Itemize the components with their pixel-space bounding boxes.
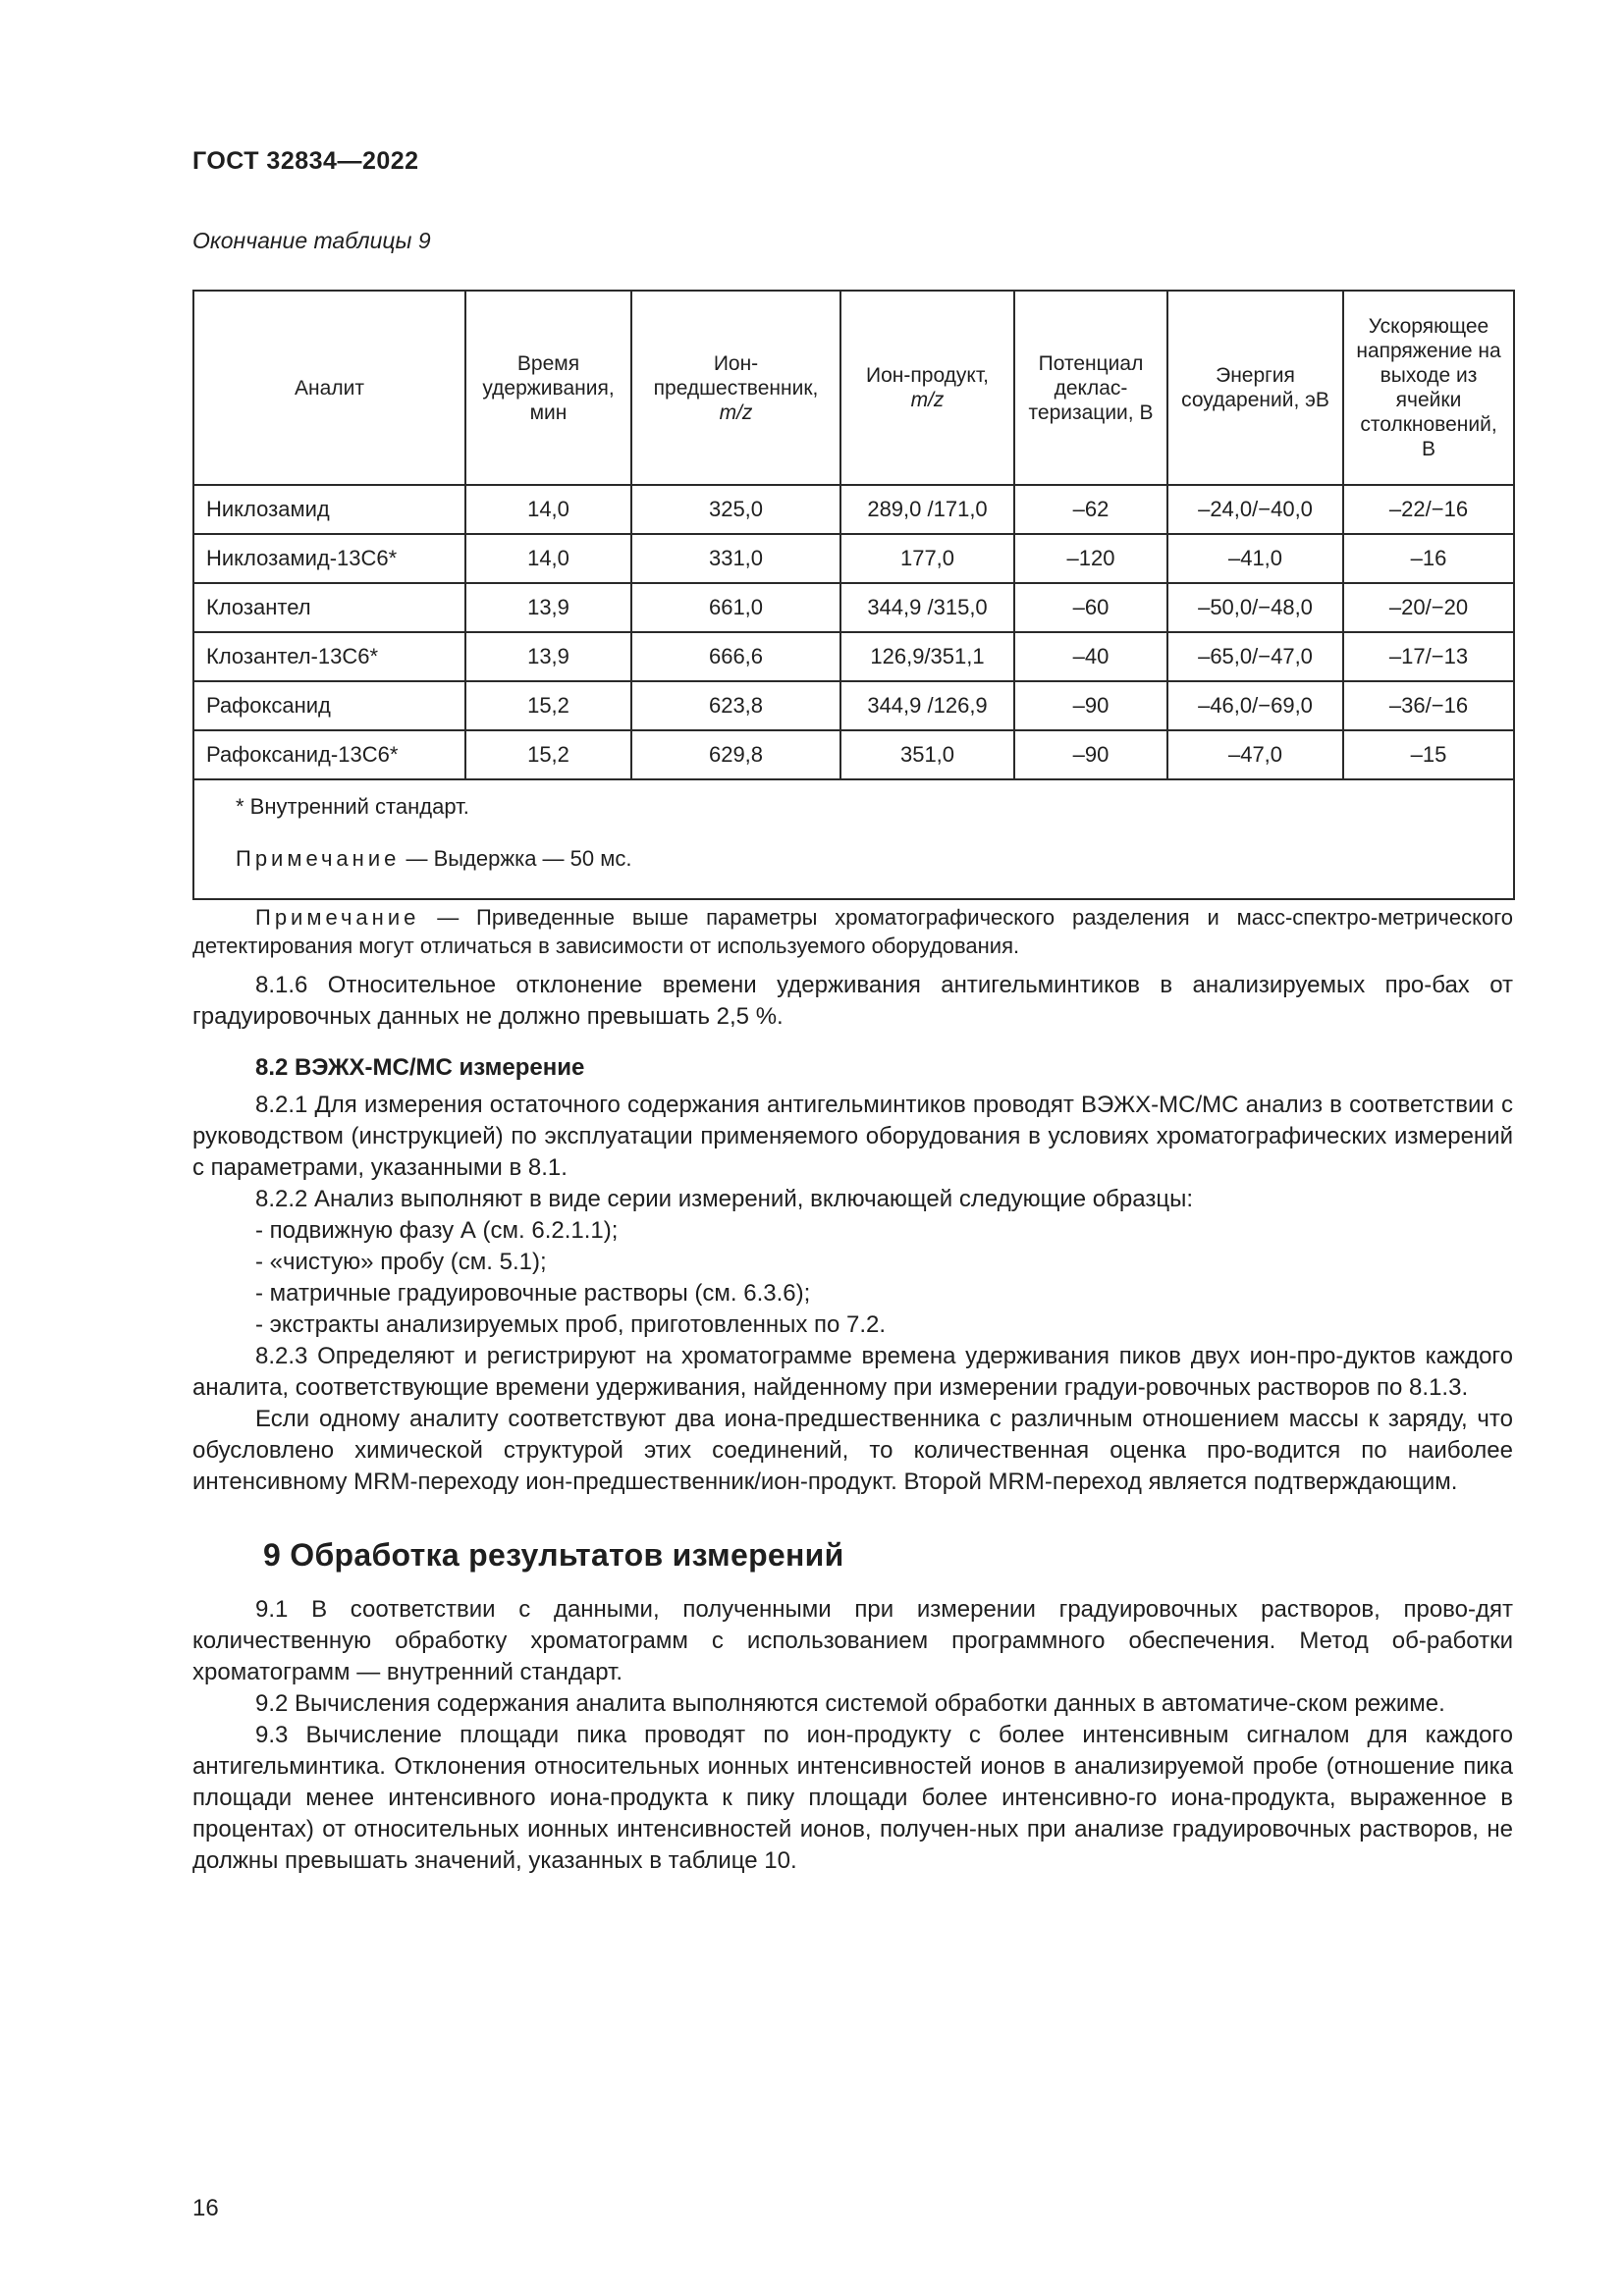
- table-footnote-cell: [193, 779, 1514, 899]
- table-cell: 15,2: [465, 681, 631, 730]
- table-cell: –65,0/−47,0: [1167, 632, 1343, 681]
- table-cell: –41,0: [1167, 534, 1343, 583]
- document-body: [192, 903, 1513, 1877]
- heading-8-2: 8.2 ВЭЖХ-МС/МС измерение: [255, 1054, 585, 1081]
- table-cell: –90: [1014, 681, 1167, 730]
- paragraph-8-2-2: 8.2.2 Анализ выполняют в виде серии измерений, включающей следующие образцы:: [255, 1186, 1193, 1212]
- table-cell: 14,0: [465, 485, 631, 534]
- table-row: [193, 681, 1514, 730]
- paragraph-9-3: 9.3 Вычисление площади пика проводят по ион-продукту с более интенсивным сигналом для каждого антигельминтика. Отклонения относительных ионных интенсивностей ионов в анализируемой пробе (отношение пика площади менее интенсивного иона-продукта к пику площади более интенсивно-го иона-продукта, выраженное в процентах) от относительных ионных интенсивностей ионов, получен-ных при анализе градуировочных растворов, не должны превышать значений, указанных в таблице 10.: [192, 1722, 1513, 1874]
- table-cell: 126,9/351,1: [840, 632, 1014, 681]
- table-row: [193, 583, 1514, 632]
- table-cell: –20/−20: [1343, 583, 1514, 632]
- list-item: - экстракты анализируемых проб, приготовленных по 7.2.: [255, 1311, 887, 1338]
- table-header-row: [193, 291, 1514, 485]
- table-cell: 13,9: [465, 632, 631, 681]
- table-cell: 177,0: [840, 534, 1014, 583]
- column-header: [1343, 291, 1514, 485]
- table-cell: –60: [1014, 583, 1167, 632]
- table-cell: –16: [1343, 534, 1514, 583]
- analyte-name-cell: Никлозамид-13С6*: [193, 534, 465, 583]
- table-cell: 15,2: [465, 730, 631, 779]
- column-header-text: Ион-продукт,: [866, 364, 989, 387]
- table-cell: –120: [1014, 534, 1167, 583]
- table-cell: –15: [1343, 730, 1514, 779]
- list-item: - матричные градуировочные растворы (см. 6.3.6);: [255, 1280, 811, 1307]
- table-cell: 331,0: [631, 534, 840, 583]
- column-header-text: Аналит: [295, 376, 364, 400]
- column-header-text: m/z: [719, 400, 753, 424]
- paragraph-9-1: 9.1 В соответствии с данными, полученными при измерении градуировочных растворов, прово-дят количественную обработку хроматограмм с использованием программного обеспечения. Метод об-работки хроматограмм — внутренний стандарт.: [192, 1596, 1513, 1685]
- table-note-label: Примечание: [236, 846, 401, 871]
- table-cell: –50,0/−48,0: [1167, 583, 1343, 632]
- general-note: [192, 903, 1513, 960]
- analyte-name-cell: Рафоксанид-13С6*: [193, 730, 465, 779]
- table-cell: –47,0: [1167, 730, 1343, 779]
- table-footer-row: [193, 779, 1514, 899]
- column-header: [1014, 291, 1167, 485]
- column-header-text: Ускоряющее напряжение на выходе из ячейки столкновений, В: [1356, 315, 1501, 460]
- column-header-text: Ион-предшественник,: [653, 351, 819, 400]
- table-cell: 351,0: [840, 730, 1014, 779]
- table-cell: 13,9: [465, 583, 631, 632]
- table-row: [193, 534, 1514, 583]
- table-cell: –17/−13: [1343, 632, 1514, 681]
- paragraph-8-2-1: 8.2.1 Для измерения остаточного содержания антигельминтиков проводят ВЭЖХ-МС/МС анализ в соответствии с руководством (инструкцией) по эксплуатации применяемого оборудования в условиях хроматографических измерений с параметрами, указанными в 8.1.: [192, 1092, 1513, 1181]
- table-cell: 289,0 /171,0: [840, 485, 1014, 534]
- document-code: ГОСТ 32834—2022: [192, 147, 419, 175]
- paragraph-9-2: 9.2 Вычисления содержания аналита выполняются системой обработки данных в автоматиче-ском режиме.: [255, 1690, 1445, 1717]
- column-header: [1167, 291, 1343, 485]
- general-note-label: Примечание: [255, 905, 420, 930]
- column-header: [631, 291, 840, 485]
- table-note: [236, 846, 1513, 872]
- general-note-text: — Приведенные выше параметры хроматографического разделения и масс-спектро-метрического детектирования могут отличаться в зависимости от используемого оборудования.: [192, 905, 1513, 958]
- table-note-text: — Выдержка — 50 мс.: [400, 846, 632, 871]
- analyte-name-cell: Рафоксанид: [193, 681, 465, 730]
- table-cell: 661,0: [631, 583, 840, 632]
- page-number: 16: [192, 2195, 219, 2221]
- paragraph-8-1-6: 8.1.6 Относительное отклонение времени удерживания антигельминтиков в анализируемых про-бах от градуировочных данных не должно превышать 2,5 %.: [192, 972, 1513, 1030]
- table-body: [193, 485, 1514, 779]
- list-item: - подвижную фазу А (см. 6.2.1.1);: [255, 1217, 619, 1244]
- table-cell: 666,6: [631, 632, 840, 681]
- table-cell: –90: [1014, 730, 1167, 779]
- column-header: [840, 291, 1014, 485]
- table-cell: 325,0: [631, 485, 840, 534]
- table-cell: –62: [1014, 485, 1167, 534]
- table-cell: 14,0: [465, 534, 631, 583]
- table-cell: –22/−16: [1343, 485, 1514, 534]
- analyte-name-cell: Никлозамид: [193, 485, 465, 534]
- column-header-text: Энергия соударений, эВ: [1181, 364, 1329, 411]
- table-cell: –40: [1014, 632, 1167, 681]
- section-heading-9: 9 Обработка результатов измерений: [263, 1537, 844, 1573]
- column-header-text: m/z: [910, 389, 945, 411]
- table-cell: –36/−16: [1343, 681, 1514, 730]
- table-cell: 629,8: [631, 730, 840, 779]
- column-header: [465, 291, 631, 485]
- column-header-text: Время удерживания, мин: [482, 351, 615, 424]
- table-cell: –46,0/−69,0: [1167, 681, 1343, 730]
- table-cell: 344,9 /126,9: [840, 681, 1014, 730]
- table-row: [193, 730, 1514, 779]
- table-cell: 344,9 /315,0: [840, 583, 1014, 632]
- analyte-name-cell: Клозантел-13С6*: [193, 632, 465, 681]
- paragraph-8-2-3: 8.2.3 Определяют и регистрируют на хроматограмме времена удерживания пиков двух ион-про-дуктов каждого аналита, соответствующие времени удерживания, найденному при измерении градуи-ровочных растворов по 8.1.3.: [192, 1343, 1513, 1401]
- table-cell: 623,8: [631, 681, 840, 730]
- analyte-name-cell: Клозантел: [193, 583, 465, 632]
- table-row: [193, 632, 1514, 681]
- table-caption: Окончание таблицы 9: [192, 228, 431, 253]
- table-row: [193, 485, 1514, 534]
- column-header-text: Потенциал деклас-теризации, В: [1028, 351, 1154, 424]
- footnote-internal-standard: * Внутренний стандарт.: [236, 794, 469, 819]
- table-cell: –24,0/−40,0: [1167, 485, 1343, 534]
- column-header: [193, 291, 465, 485]
- parameters-table: [192, 290, 1515, 900]
- list-item: - «чистую» пробу (см. 5.1);: [255, 1249, 547, 1275]
- paragraph-mrm: Если одному аналиту соответствуют два иона-предшественника с различным отношением массы к заряду, что обусловлено химической структурой этих соединений, то количественная оценка про-водится по наиболее интенсивному MRM-переходу ион-предшественник/ион-продукт. Второй MRM-переход является подтверждающим.: [192, 1406, 1513, 1495]
